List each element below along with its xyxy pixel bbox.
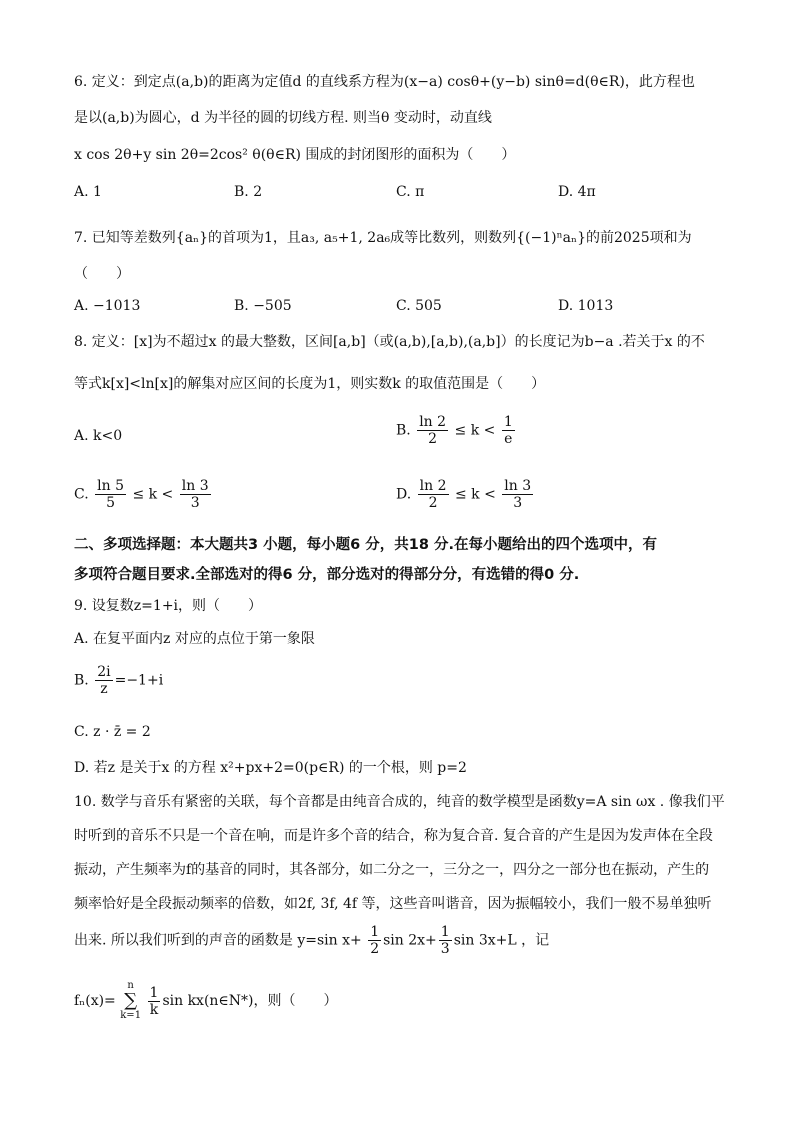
q8-option-d [396,478,535,511]
q9-stem: 9. 设复数z=1+i，则（ ） [74,598,263,614]
q8-option-b-label: B. [396,422,411,439]
q8-option-c-label: C. [74,486,89,503]
denominator: 2 [370,941,380,957]
numerator: ln 2 [419,414,447,430]
text-segment: sin kx(n∈N*)，则（ ） [162,993,338,1009]
numerator: 1 [149,984,159,1001]
fraction [368,924,381,957]
fraction [180,478,211,511]
q9-option-a: A. 在复平面内z 对应的点位于第一象限 [74,631,315,647]
section2-heading-line1: 二、多项选择题：本大题共3 小题，每小题6 分，共18 分.在每小题给出的四个选项中，有 [74,537,658,553]
q9-option-d: D. 若z 是关于x 的方程 x²+px+2=0(p∈R) 的一个根，则 p=2 [74,760,467,776]
denominator: 2 [428,495,438,511]
q9-option-c: C. z · z̄ = 2 [74,724,151,740]
q6-option-b: B. 2 [234,184,263,200]
numerator: 2i [97,664,111,680]
q10-line5 [74,924,549,957]
q6-option-d: D. 4π [558,184,596,200]
q8-option-d-label: D. [396,486,412,503]
numerator: ln 3 [504,478,532,494]
relation: ≤ k < [132,486,174,503]
sigma-symbol: ∑ [124,990,138,1011]
q6-line2: 是以(a,b)为圆心，d 为半径的圆的切线方程. 则当θ 变动时，动直线 [74,110,492,126]
sum-upper-limit: n [127,980,134,991]
q10-line3: 振动，产生频率为f的基音的同时，其各部分，如二分之一，三分之一，四分之一部分也在振动，产生的 [74,862,710,878]
text-segment: fₙ(x)= [74,993,116,1009]
q7-option-b: B. −505 [234,298,292,314]
denominator: z [100,681,108,697]
q10-line4: 频率恰好是全段振动频率的倍数，如2f, 3f, 4f 等，这些音叫谐音，因为振幅较小，我们一般不易单独听 [74,896,712,912]
relation: ≤ k < [454,422,496,439]
fraction [95,478,126,511]
sum-lower-limit: k=1 [120,1010,142,1021]
q9-option-b-label: B. [74,672,89,689]
q7-line1: 7. 已知等差数列{aₙ}的首项为1，且a₃, a₅+1, 2a₆成等比数列，则数列{(−1)ⁿaₙ}的前2025项和为 [74,230,692,246]
fraction [148,985,161,1018]
fraction [95,664,112,697]
denominator: e [504,431,513,447]
q8-line2: 等式k[x]<ln[x]的解集对应区间的长度为1，则实数k 的取值范围是（ ） [74,376,546,392]
denominator: 3 [513,495,523,511]
denominator: 5 [106,495,116,511]
q9-option-b-rest: =−1+i [114,672,164,689]
denominator: 2 [428,431,438,447]
numerator: ln 2 [419,478,447,494]
q7-line2: （ ） [74,266,130,282]
q7-option-a: A. −1013 [74,298,141,314]
q8-line1: 8. 定义：[x]为不超过x 的最大整数，区间[a,b]（或(a,b),[a,b),(a,b]）的长度记为b−a .若关于x 的不 [74,334,705,350]
q7-option-c: C. 505 [396,298,442,314]
text-segment: 出来. 所以我们听到的声音的函数是 y=sin x+ [74,932,362,949]
q8-option-a: A. k<0 [74,428,123,444]
q10-line2: 时听到的音乐不只是一个音在响，而是许多个音的结合，称为复合音. 复合音的产生是因为发声体在全段 [74,828,713,844]
denominator: k [149,1001,159,1018]
q6-line3: x cos 2θ+y sin 2θ=2cos² θ(θ∈R) 围成的封闭图形的面积为（ ） [74,147,516,163]
q9-option-b [74,664,163,697]
numerator: ln 5 [97,478,124,494]
q7-option-d: D. 1013 [558,298,614,314]
q10-line1: 10. 数学与音乐有紧密的关联，每个音都是由纯音合成的，纯音的数学模型是函数y=A sin ωx . 像我们平 [74,794,725,810]
text-segment: sin 3x+L ，记 [453,932,550,949]
text-segment: sin 2x+ [383,932,437,949]
numerator: 1 [503,414,513,430]
numerator: 1 [440,924,450,940]
numerator: ln 3 [181,478,209,494]
denominator: 3 [440,941,450,957]
q8-option-c [74,478,213,511]
q10-line6 [74,980,338,1022]
fraction [502,414,515,447]
fraction [439,924,452,957]
relation: ≤ k < [454,486,496,503]
numerator: 1 [370,924,380,940]
section2-heading-line2: 多项符合题目要求.全部选对的得6 分，部分选对的得部分分，有选错的得0 分. [74,567,580,583]
q6-line1: 6. 定义：到定点(a,b)的距离为定值d 的直线系方程为(x−a) cosθ+(y−b) sinθ=d(θ∈R)，此方程也 [74,74,695,90]
fraction [418,478,449,511]
denominator: 3 [190,495,200,511]
q8-option-b [396,414,517,447]
fraction [417,414,448,447]
fraction [502,478,533,511]
q6-option-c: C. π [396,184,425,200]
q6-option-a: A. 1 [74,184,102,200]
summation [120,980,141,1022]
